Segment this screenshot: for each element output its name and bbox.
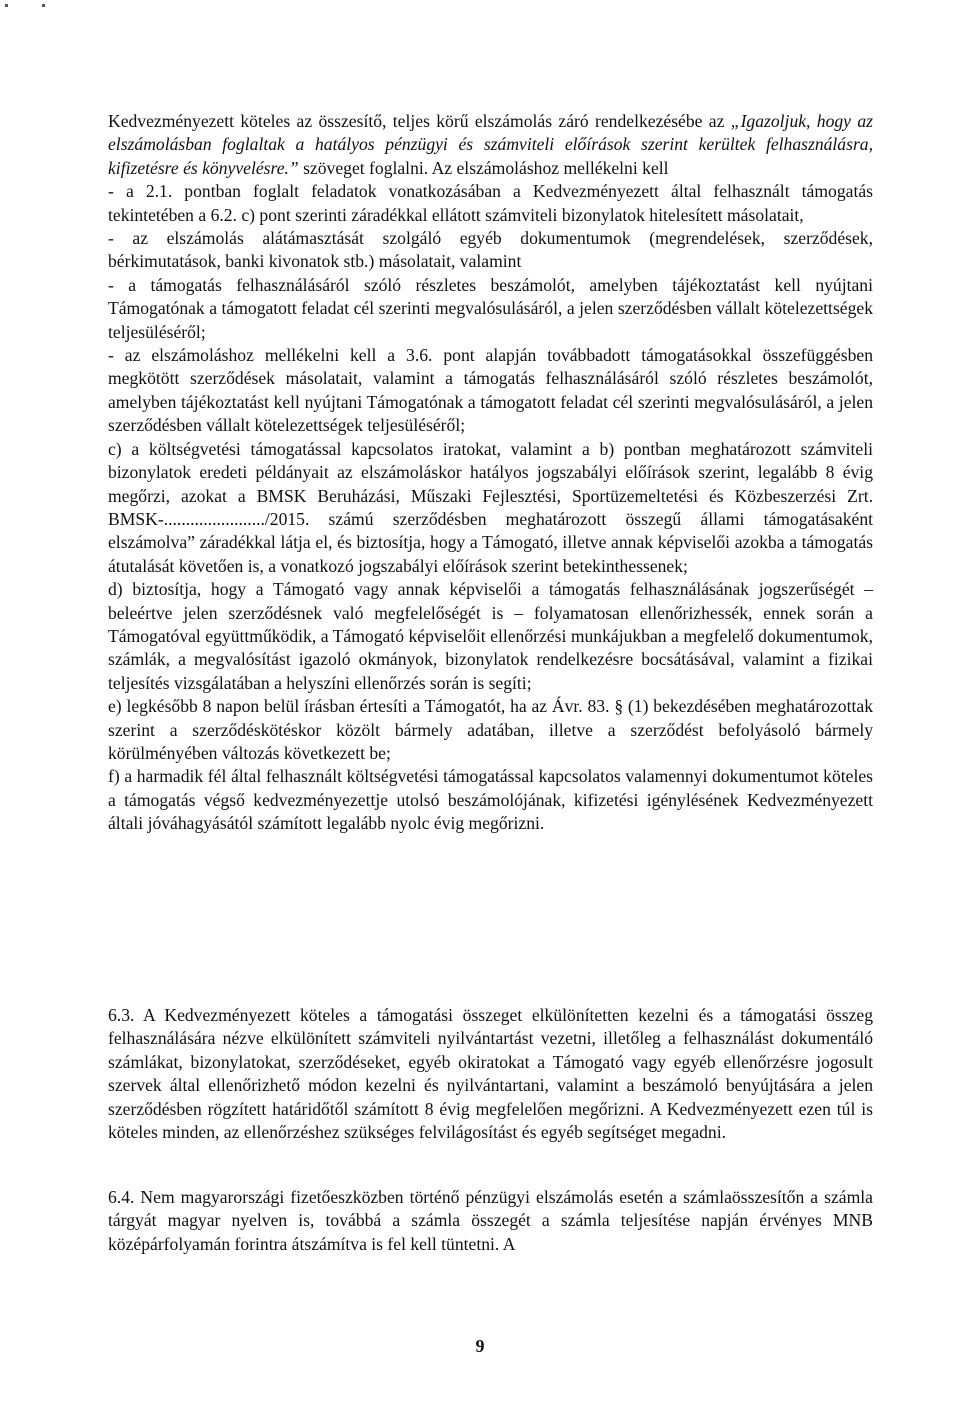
dash-item-forwarded-grants: - az elszámoláshoz mellékelni kell a 3.6. pont alapján továbbadott támogatásokkal összefüggésben megkötött szerződések másolatait, valamint a támogatás felhasználásáról szóló részletes beszámolót, amelyben tájékoztatást kell nyújtani Támogatónak a támogatott feladat cél szerinti megvalósulásáról, a jelen szerződésben vállalt kötelezettségek teljesüléséről; [108, 345, 873, 436]
intro-text-end: szöveget foglalni. Az elszámoláshoz mellékelni kell [298, 157, 669, 178]
intro-paragraph [108, 110, 873, 180]
list-item-c: c) a költségvetési támogatással kapcsolatos iratokat, valamint a b) pontban meghatározott számviteli bizonylatok eredeti példányait az elszámoláskor hatályos jogszabályi előírások szerint, legalább 8 évig megőrzi, azokat a BMSK Beruházási, Műszaki Fejlesztési, Sportüzemeltetési és Közbeszerzési Zrt. BMSK-......................./2015. számú szerződésben meghatározott összegű állami támogatásaként elszámolva” záradékkal látja el, és biztosítja, hogy a Támogató, illetve annak képviselői azokba a támogatás átutalását követően is, a vonatkozó jogszabályi előírások szerint betekinthessenek; [108, 438, 873, 576]
section-6-4-block [108, 1186, 873, 1256]
section-6-4-paragraph: 6.4. Nem magyarországi fizetőeszközben történő pénzügyi elszámolás esetén a számlaösszesítőn a számla tárgyát magyar nyelven is, továbbá a számla összegét a számla teljesítése napján érvényes MNB középárfolyamán forintra átszámítva is fel kell tüntetni. A [108, 1187, 873, 1254]
main-text-block [108, 110, 873, 836]
intro-quoted-clause: „Igazoljuk, hogy az elszámolásban foglaltak a hatályos pénzügyi és számviteli előírások szerint kerültek felhasználásra, kifizetésre és könyvelésre.” [108, 111, 873, 178]
dash-item-detailed-report: - a támogatás felhasználásáról szóló részletes beszámolót, amelyben tájékoztatást kell nyújtani Támogatónak a támogatott feladat cél szerinti megvalósulásáról, a jelen szerződésben vállalt kötelezettségek teljesüléséről; [108, 274, 873, 342]
list-item-f: f) a harmadik fél által felhasznált költségvetési támogatással kapcsolatos valamennyi dokumentumot köteles a támogatás végső kedvezményezettje utolsó beszámolójának, kifizetési igénylésének Kedvezményezett általi jóváhagyásától számított legalább nyolc évig megőrizni. [108, 766, 873, 834]
list-item-e: e) legkésőbb 8 napon belül írásban értesíti a Támogatót, ha az Ávr. 83. § (1) bekezdésében meghatározottak szerint a szerződéskötéskor közölt bármely adatában, illetve a szerződést befolyásoló bármely körülményében változás következett be; [108, 696, 873, 763]
intro-text-start: Kedvezményezett köteles az összesítő, teljes körű elszámolás záró rendelkezésébe az [108, 111, 731, 131]
scan-artifact [5, 4, 8, 7]
section-6-3-block [108, 1004, 873, 1144]
dash-item-supporting-documents: - az elszámolás alátámasztását szolgáló egyéb dokumentumok (megrendelések, szerződések, bérkimutatások, banki kivonatok stb.) másolatait, valamint [108, 228, 873, 272]
dash-item-accounting-documents: - a 2.1. pontban foglalt feladatok vonatkozásában a Kedvezményezett által felhasznált támogatás tekintetében a 6.2. c) pont szerinti záradékkal ellátott számviteli bizonylatok hitelesített másolatait, [108, 181, 873, 225]
scan-artifact [42, 4, 45, 7]
page-number: 9 [475, 1336, 485, 1356]
list-item-d: d) biztosítja, hogy a Támogató vagy annak képviselői a támogatás felhasználásának jogszerűségét – beleértve jelen szerződésnek való megfelelőségét is – folyamatosan ellenőrizhessék, ennek során a Támogatóval együttműködik, a Támogató képviselőit ellenőrzési munkájukban a megfelelő dokumentumok, számlák, a megvalósítást igazoló okmányok, bizonylatok rendelkezésre bocsátásával, valamint a fizikai teljesítés vizsgálatában a helyszíni ellenőrzés során is segíti; [108, 579, 873, 693]
section-6-3-paragraph: 6.3. A Kedvezményezett köteles a támogatási összeget elkülönítetten kezelni és a támogatási összeg felhasználására nézve elkülönített számviteli nyilvántartást vezetni, illetőleg a felhasználást dokumentáló számlákat, bizonylatokat, szerződéseket, egyéb okiratokat a Támogató vagy egyéb ellenőrzésre jogosult szervek által ellenőrizhető módon kezelni és nyilvántartani, valamint a beszámoló benyújtására a jelen szerződésben rögzített határidőtől számított 8 évig megfelelően megőrizni. A Kedvezményezett ezen túl is köteles minden, az ellenőrzéshez szükséges felvilágosítást és egyéb segítséget megadni. [108, 1005, 873, 1143]
